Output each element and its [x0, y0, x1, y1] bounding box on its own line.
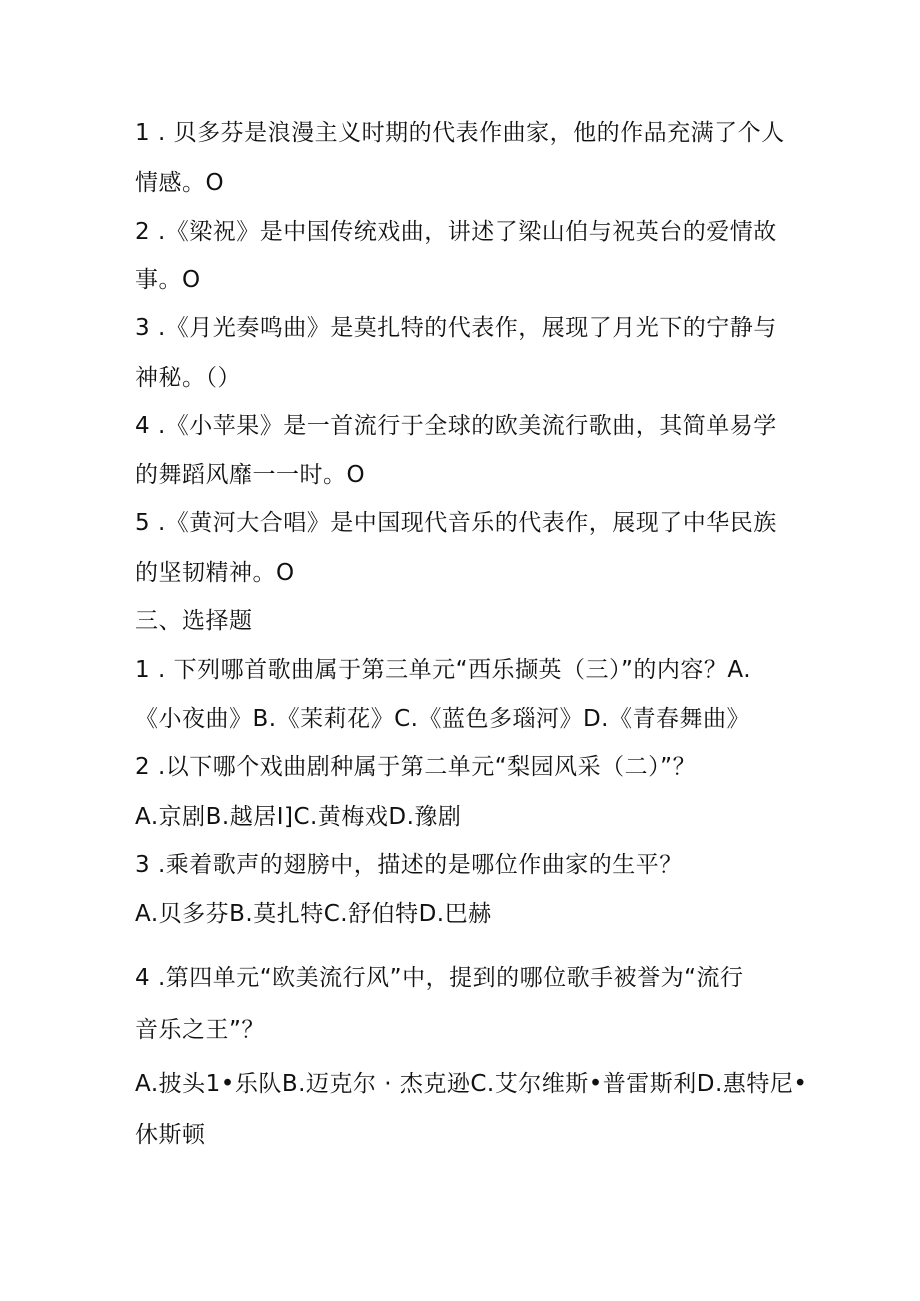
- tf-q1-line-2: 情感。O: [135, 170, 225, 196]
- mc-q4-options-line-2: 休斯顿: [135, 1122, 206, 1148]
- tf-q4-line-2: 的舞蹈风靡一一时。O: [135, 462, 366, 488]
- tf-q3-line-2: 神秘。（）: [135, 365, 241, 391]
- mc-q1-line-2: 《小夜曲》B.《茉莉花》C.《蓝色多瑙河》D.《青春舞曲》: [135, 706, 750, 732]
- mc-q4-line-2: 音乐之王”？: [135, 1017, 265, 1043]
- mc-q2-options: A.京剧B.越居I]C.黄梅戏D.豫剧: [135, 804, 462, 830]
- mc-q3-options: A.贝多芬B.莫扎特C.舒伯特D.巴赫: [135, 901, 492, 927]
- tf-q5-line-1: 5 .《黄河大合唱》是中国现代音乐的代表作，展现了中华民族: [135, 510, 777, 536]
- tf-q1-line-1: 1 . 贝多芬是浪漫主义时期的代表作曲家，他的作品充满了个人: [135, 120, 785, 146]
- tf-q2-line-2: 事。O: [135, 267, 201, 293]
- mc-q4-options-line-1: A.披头1•乐队B.迈克尔 · 杰克逊C.艾尔维斯•普雷斯利D.惠特尼•: [135, 1071, 808, 1097]
- tf-q2-line-1: 2 .《梁祝》是中国传统戏曲，讲述了梁山伯与祝英台的爱情故: [135, 219, 777, 245]
- mc-q1-line-1: 1 . 下列哪首歌曲属于第三单元“西乐撷英（三）”的内容？A.: [135, 657, 752, 683]
- tf-q4-line-1: 4 .《小苹果》是一首流行于全球的欧美流行歌曲，其简单易学: [135, 413, 777, 439]
- tf-q3-line-1: 3 .《月光奏鸣曲》是莫扎特的代表作，展现了月光下的宁静与: [135, 315, 777, 341]
- mc-q2-question: 2 .以下哪个戏曲剧种属于第二单元“梨园风采（二）”？: [135, 754, 697, 780]
- mc-q3-question: 3 .乘着歌声的翅膀中，描述的是哪位作曲家的生平？: [135, 852, 683, 878]
- tf-q5-line-2: 的坚韧精神。O: [135, 560, 295, 586]
- mc-q4-line-1: 4 .第四单元“欧美流行风”中，提到的哪位歌手被誉为“流行: [135, 965, 744, 991]
- section-heading: 三、选择题: [135, 608, 253, 634]
